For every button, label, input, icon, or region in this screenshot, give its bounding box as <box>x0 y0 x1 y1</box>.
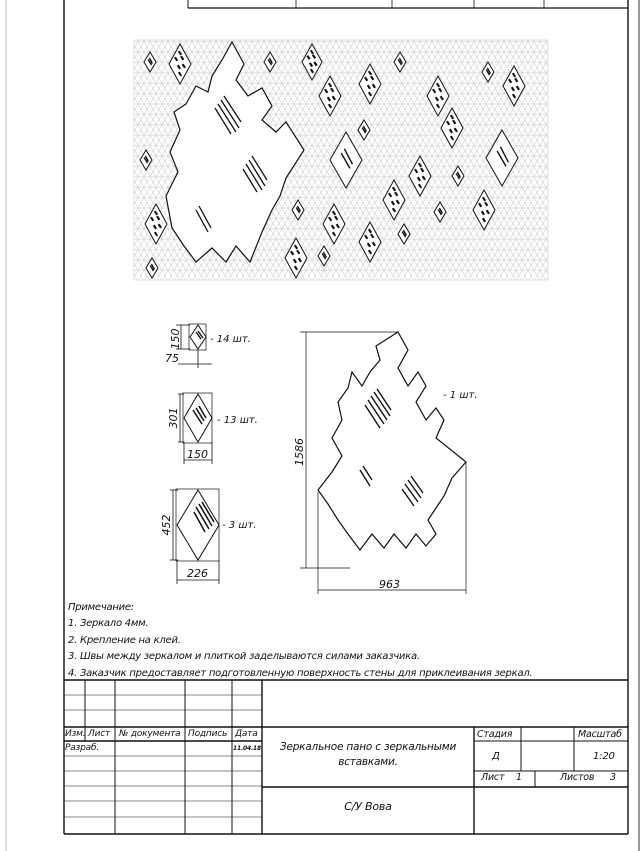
drawing-title-line-1: Зеркальное пано с зеркальными <box>279 741 457 753</box>
note-item: 3. Швы между зеркалом и плиткой заделываются силами заказчика. <box>68 651 420 663</box>
header-izm: Изм. <box>65 729 86 739</box>
note-item: 4. Заказчик предоставляет подготовленную поверхность стены для приклеивания зеркал. <box>68 667 533 679</box>
header-signature: Подпись <box>188 729 228 739</box>
developer-date: 11.04.18 <box>233 745 262 752</box>
stage-value: Д <box>492 751 500 762</box>
part-2-qty: - 13 шт. <box>217 415 258 426</box>
panel-qty: - 1 шт. <box>443 390 478 401</box>
panel-width-dim: 963 <box>379 578 400 591</box>
panel-height-dim: 1586 <box>293 438 306 466</box>
sheets-value: 3 <box>610 772 616 783</box>
notes-title: Примечание: <box>68 602 134 613</box>
sheet-label: Лист <box>481 772 505 783</box>
header-date: Дата <box>235 729 258 739</box>
part-1-width-dim: 75 <box>165 352 179 365</box>
part-3-qty: - 3 шт. <box>222 520 257 531</box>
note-item: 2. Крепление на клей. <box>68 634 181 646</box>
part-1-height-dim: 150 <box>169 328 182 350</box>
organization: С/У Вова <box>344 800 392 813</box>
header-doc-number: № документа <box>119 729 181 739</box>
part-3-height-dim: 452 <box>160 514 173 536</box>
part-3-width-dim: 226 <box>187 567 208 580</box>
drawing-title-line-2: вставками. <box>338 756 398 768</box>
wall-layout <box>134 40 548 280</box>
stage-label: Стадия <box>477 729 513 740</box>
part-2-width-dim: 150 <box>187 448 208 461</box>
scale-value: 1:20 <box>593 751 615 762</box>
developer-label: Разраб. <box>65 743 99 753</box>
sheet-value: 1 <box>516 772 522 783</box>
sheets-label: Листов <box>560 772 595 783</box>
note-item: 1. Зеркало 4мм. <box>68 618 149 630</box>
part-1-qty: - 14 шт. <box>210 334 251 345</box>
header-list: Лист <box>88 729 111 739</box>
part-2-height-dim: 301 <box>167 407 180 429</box>
notes-block <box>68 600 628 682</box>
scale-label: Масштаб <box>578 729 622 740</box>
